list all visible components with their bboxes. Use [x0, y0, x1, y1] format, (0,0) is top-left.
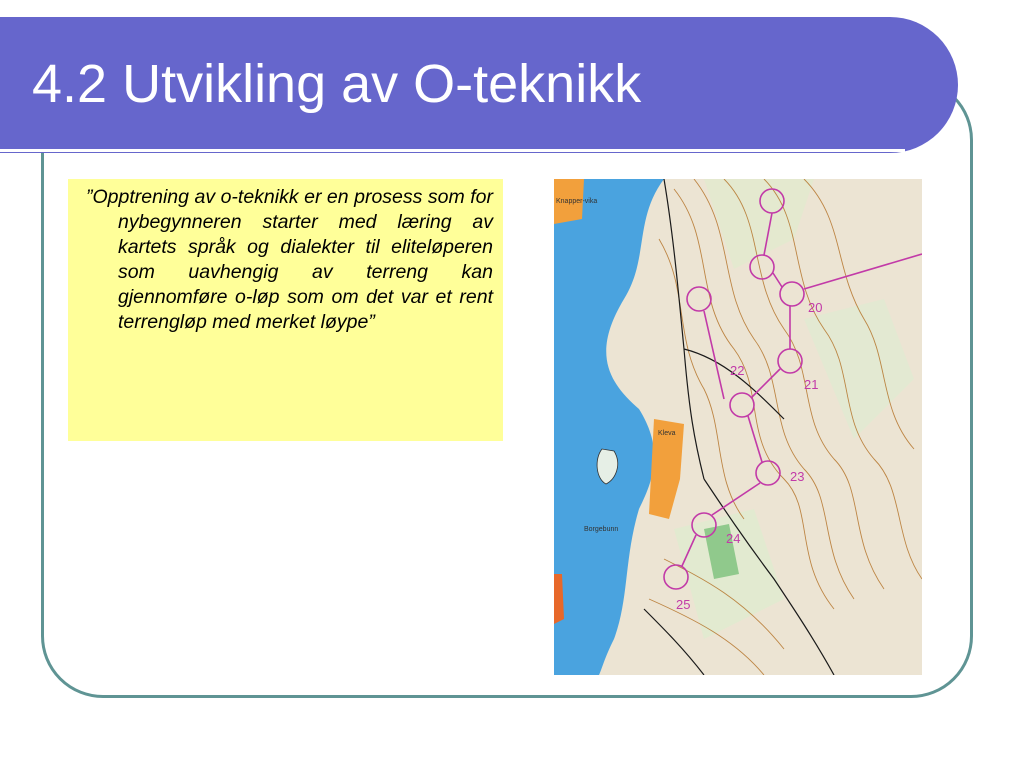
title-bar — [0, 17, 958, 153]
title-underline — [0, 149, 905, 152]
map-control-25: 25 — [676, 597, 691, 612]
orienteering-map-photo — [554, 179, 922, 675]
map-label-knappervika: Knapper-vika — [556, 198, 598, 205]
slide-title: 4.2 Utvikling av O-teknikk — [32, 54, 642, 114]
map-control-22: 22 — [730, 363, 745, 378]
map-label-kleva: Kleva — [658, 430, 676, 437]
map-label-borgebunn: Borgebunn — [584, 526, 619, 533]
quote-text: ”Opptrening av o-teknikk er en prosess som for nybegynneren starter med læring av kartets språk og dialekter til eliteløperen som uavhengig av terreng kan gjennomføre o-løp som om det var et rent terrengløp med merket løype” — [86, 186, 493, 333]
map-control-21: 21 — [804, 377, 819, 392]
map-control-24: 24 — [726, 531, 741, 546]
map-control-20: 20 — [808, 300, 823, 315]
map-control-23: 23 — [790, 469, 805, 484]
quote-box — [68, 179, 503, 441]
